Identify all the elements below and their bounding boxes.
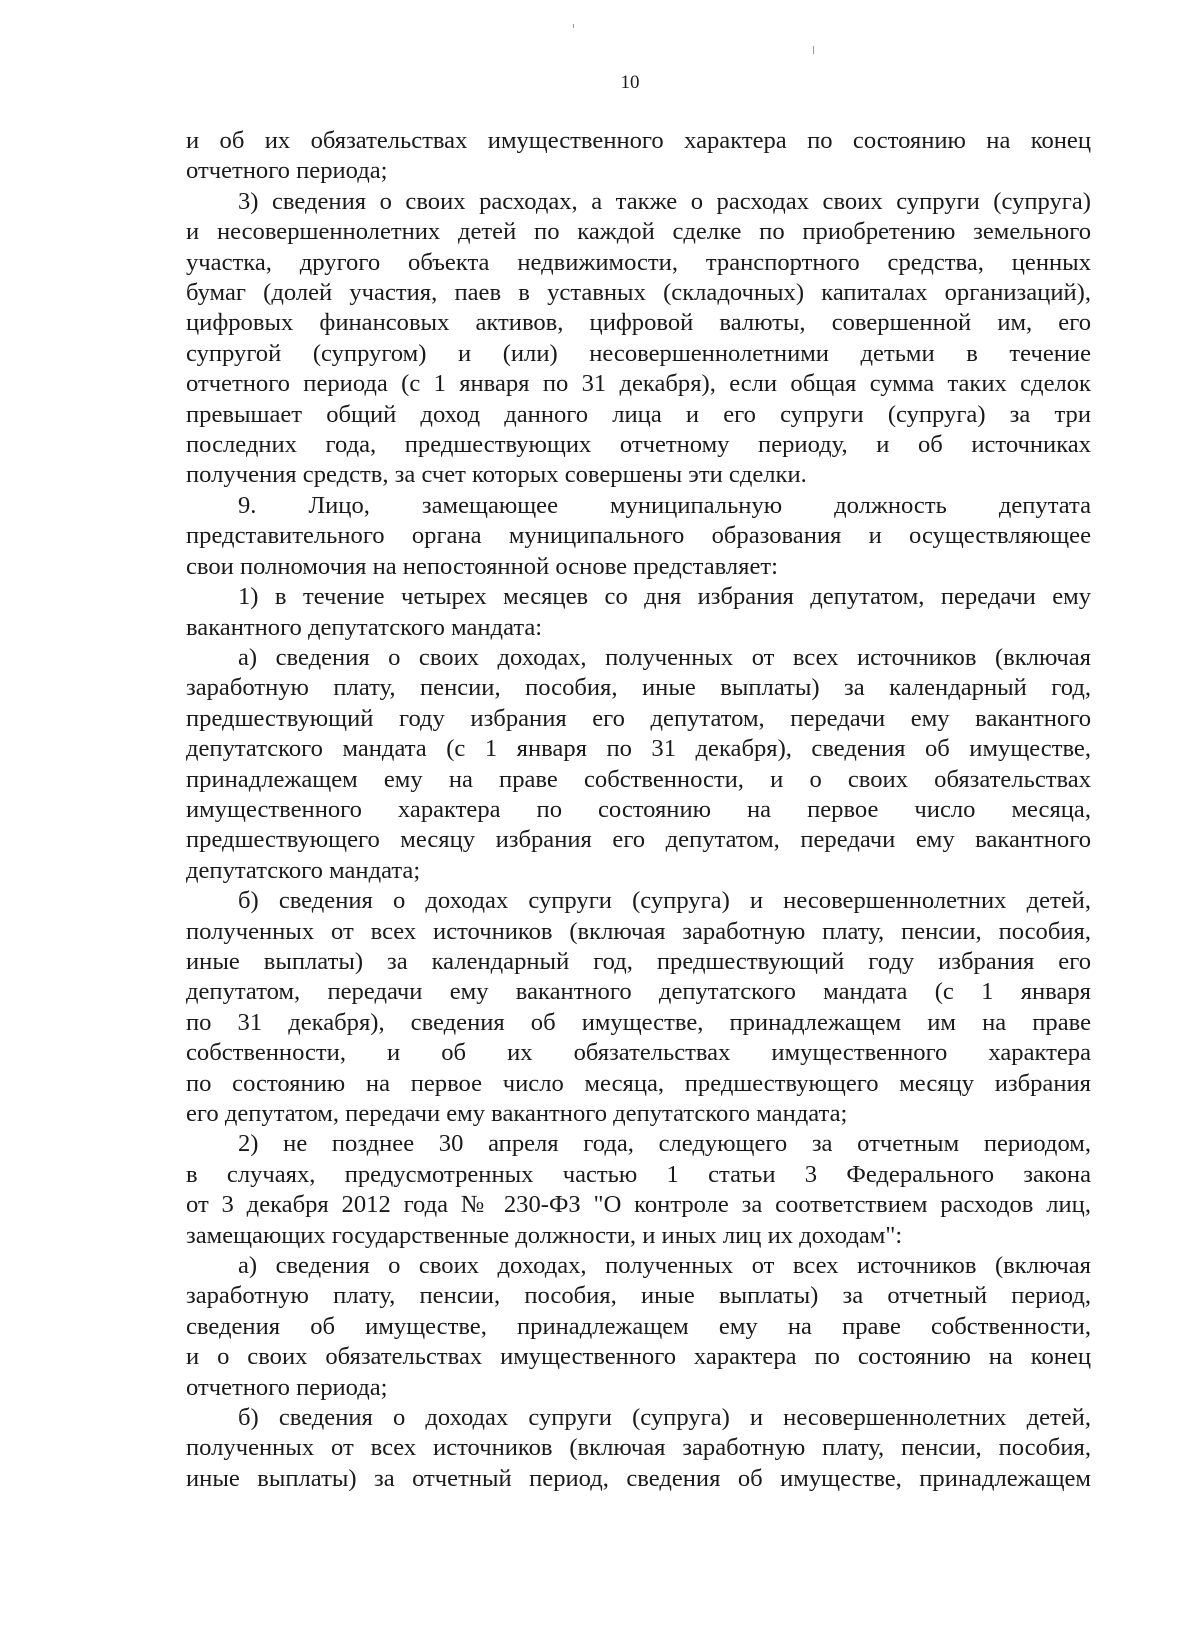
- text-line: его депутатом, передачи ему вакантного депутатского мандата;: [186, 1100, 848, 1127]
- text-line: цифровых финансовых активов, цифровой валюты, совершенной им, его: [186, 309, 1091, 337]
- document-paragraph: [186, 1129, 1091, 1251]
- document-paragraph: [186, 886, 1091, 1129]
- page-number: 10: [620, 72, 640, 93]
- scan-speck: [813, 46, 814, 54]
- document-paragraph: [186, 187, 1091, 491]
- text-line: 9. Лицо, замещающее муниципальную должность депутата: [238, 491, 1091, 519]
- text-line: а) сведения о своих доходах, полученных от всех источников (включая: [238, 643, 1091, 671]
- text-line: заработную плату, пенсии, пособия, иные выплаты) за отчетный период,: [186, 1282, 1091, 1310]
- text-line: вакантного депутатского мандата:: [186, 613, 543, 641]
- text-line: депутатского мандата;: [186, 856, 421, 884]
- text-line: имущественного характера по состоянию на первое число месяца,: [186, 795, 1091, 823]
- text-line: депутатом, передачи ему вакантного депутатского мандата (с 1 января: [186, 978, 1091, 1006]
- text-line: б) сведения о доходах супруги (супруга) и несовершеннолетних детей,: [238, 1404, 1091, 1432]
- document-paragraph: [186, 1251, 1091, 1403]
- text-line: отчетного периода;: [186, 157, 388, 185]
- text-line: полученных от всех источников (включая заработную плату, пенсии, пособия,: [186, 1434, 1091, 1462]
- text-line: отчетного периода (с 1 января по 31 декабря), если общая сумма таких сделок: [186, 370, 1091, 398]
- text-line: 3) сведения о своих расходах, а также о расходах своих супруги (супруга): [238, 187, 1091, 215]
- text-line: последних года, предшествующих отчетному периоду, и об источниках: [186, 431, 1091, 459]
- text-line: представительного органа муниципального образования и осуществляющее: [186, 522, 1091, 550]
- text-line: 1) в течение четырех месяцев со дня избрания депутатом, передачи ему: [238, 583, 1091, 611]
- document-paragraph: [186, 126, 1091, 187]
- text-line: превышает общий доход данного лица и его супруги (супруга) за три: [186, 400, 1091, 428]
- text-line: супругой (супругом) и (или) несовершеннолетними детьми в течение: [186, 339, 1091, 367]
- text-line: предшествующий году избрания его депутатом, передачи ему вакантного: [186, 704, 1091, 732]
- text-line: б) сведения о доходах супруги (супруга) и несовершеннолетних детей,: [238, 887, 1091, 915]
- text-line: участка, другого объекта недвижимости, транспортного средства, ценных: [186, 248, 1091, 276]
- text-line: а) сведения о своих доходах, полученных от всех источников (включая: [238, 1252, 1091, 1280]
- text-line: депутатского мандата (с 1 января по 31 декабря), сведения об имуществе,: [186, 735, 1091, 763]
- text-line: предшествующего месяцу избрания его депутатом, передачи ему вакантного: [186, 826, 1091, 854]
- text-line: получения средств, за счет которых совершены эти сделки.: [186, 461, 807, 489]
- text-line: замещающих государственные должности, и иных лиц их доходам":: [186, 1221, 903, 1249]
- text-line: полученных от всех источников (включая заработную плату, пенсии, пособия,: [186, 917, 1091, 945]
- text-line: бумаг (долей участия, паев в уставных (складочных) капиталах организаций),: [186, 279, 1091, 307]
- text-line: сведения об имуществе, принадлежащем ему на праве собственности,: [186, 1312, 1091, 1340]
- text-line: и об их обязательствах имущественного характера по состоянию на конец: [186, 127, 1091, 154]
- text-line: и несовершеннолетних детей по каждой сделке по приобретению земельного: [186, 218, 1091, 246]
- document-paragraph: [186, 643, 1091, 886]
- document-paragraph: [186, 582, 1091, 643]
- text-line: иные выплаты) за календарный год, предшествующий году избрания его: [186, 947, 1091, 975]
- text-line: собственности, и об их обязательствах имущественного характера: [186, 1039, 1091, 1067]
- document-body: [186, 126, 1091, 1494]
- text-line: заработную плату, пенсии, пособия, иные выплаты) за календарный год,: [186, 674, 1091, 702]
- text-line: и о своих обязательствах имущественного характера по состоянию на конец: [186, 1343, 1091, 1371]
- text-line: отчетного периода;: [186, 1373, 388, 1401]
- text-line: от 3 декабря 2012 года № 230-ФЗ "О контроле за соответствием расходов лиц,: [186, 1191, 1091, 1219]
- document-paragraph: [186, 491, 1091, 582]
- document-paragraph: [186, 1403, 1091, 1494]
- text-line: принадлежащем ему на праве собственности, и о своих обязательствах: [186, 765, 1091, 793]
- text-line: иные выплаты) за отчетный период, сведения об имуществе, принадлежащем: [186, 1464, 1091, 1492]
- scan-speck: [573, 24, 574, 28]
- text-line: свои полномочия на непостоянной основе представляет:: [186, 552, 778, 580]
- text-line: 2) не позднее 30 апреля года, следующего за отчетным периодом,: [238, 1130, 1091, 1158]
- text-line: по состоянию на первое число месяца, предшествующего месяцу избрания: [186, 1069, 1091, 1097]
- text-line: в случаях, предусмотренных частью 1 статьи 3 Федерального закона: [186, 1160, 1091, 1188]
- text-line: по 31 декабря), сведения об имуществе, принадлежащем им на праве: [186, 1008, 1091, 1036]
